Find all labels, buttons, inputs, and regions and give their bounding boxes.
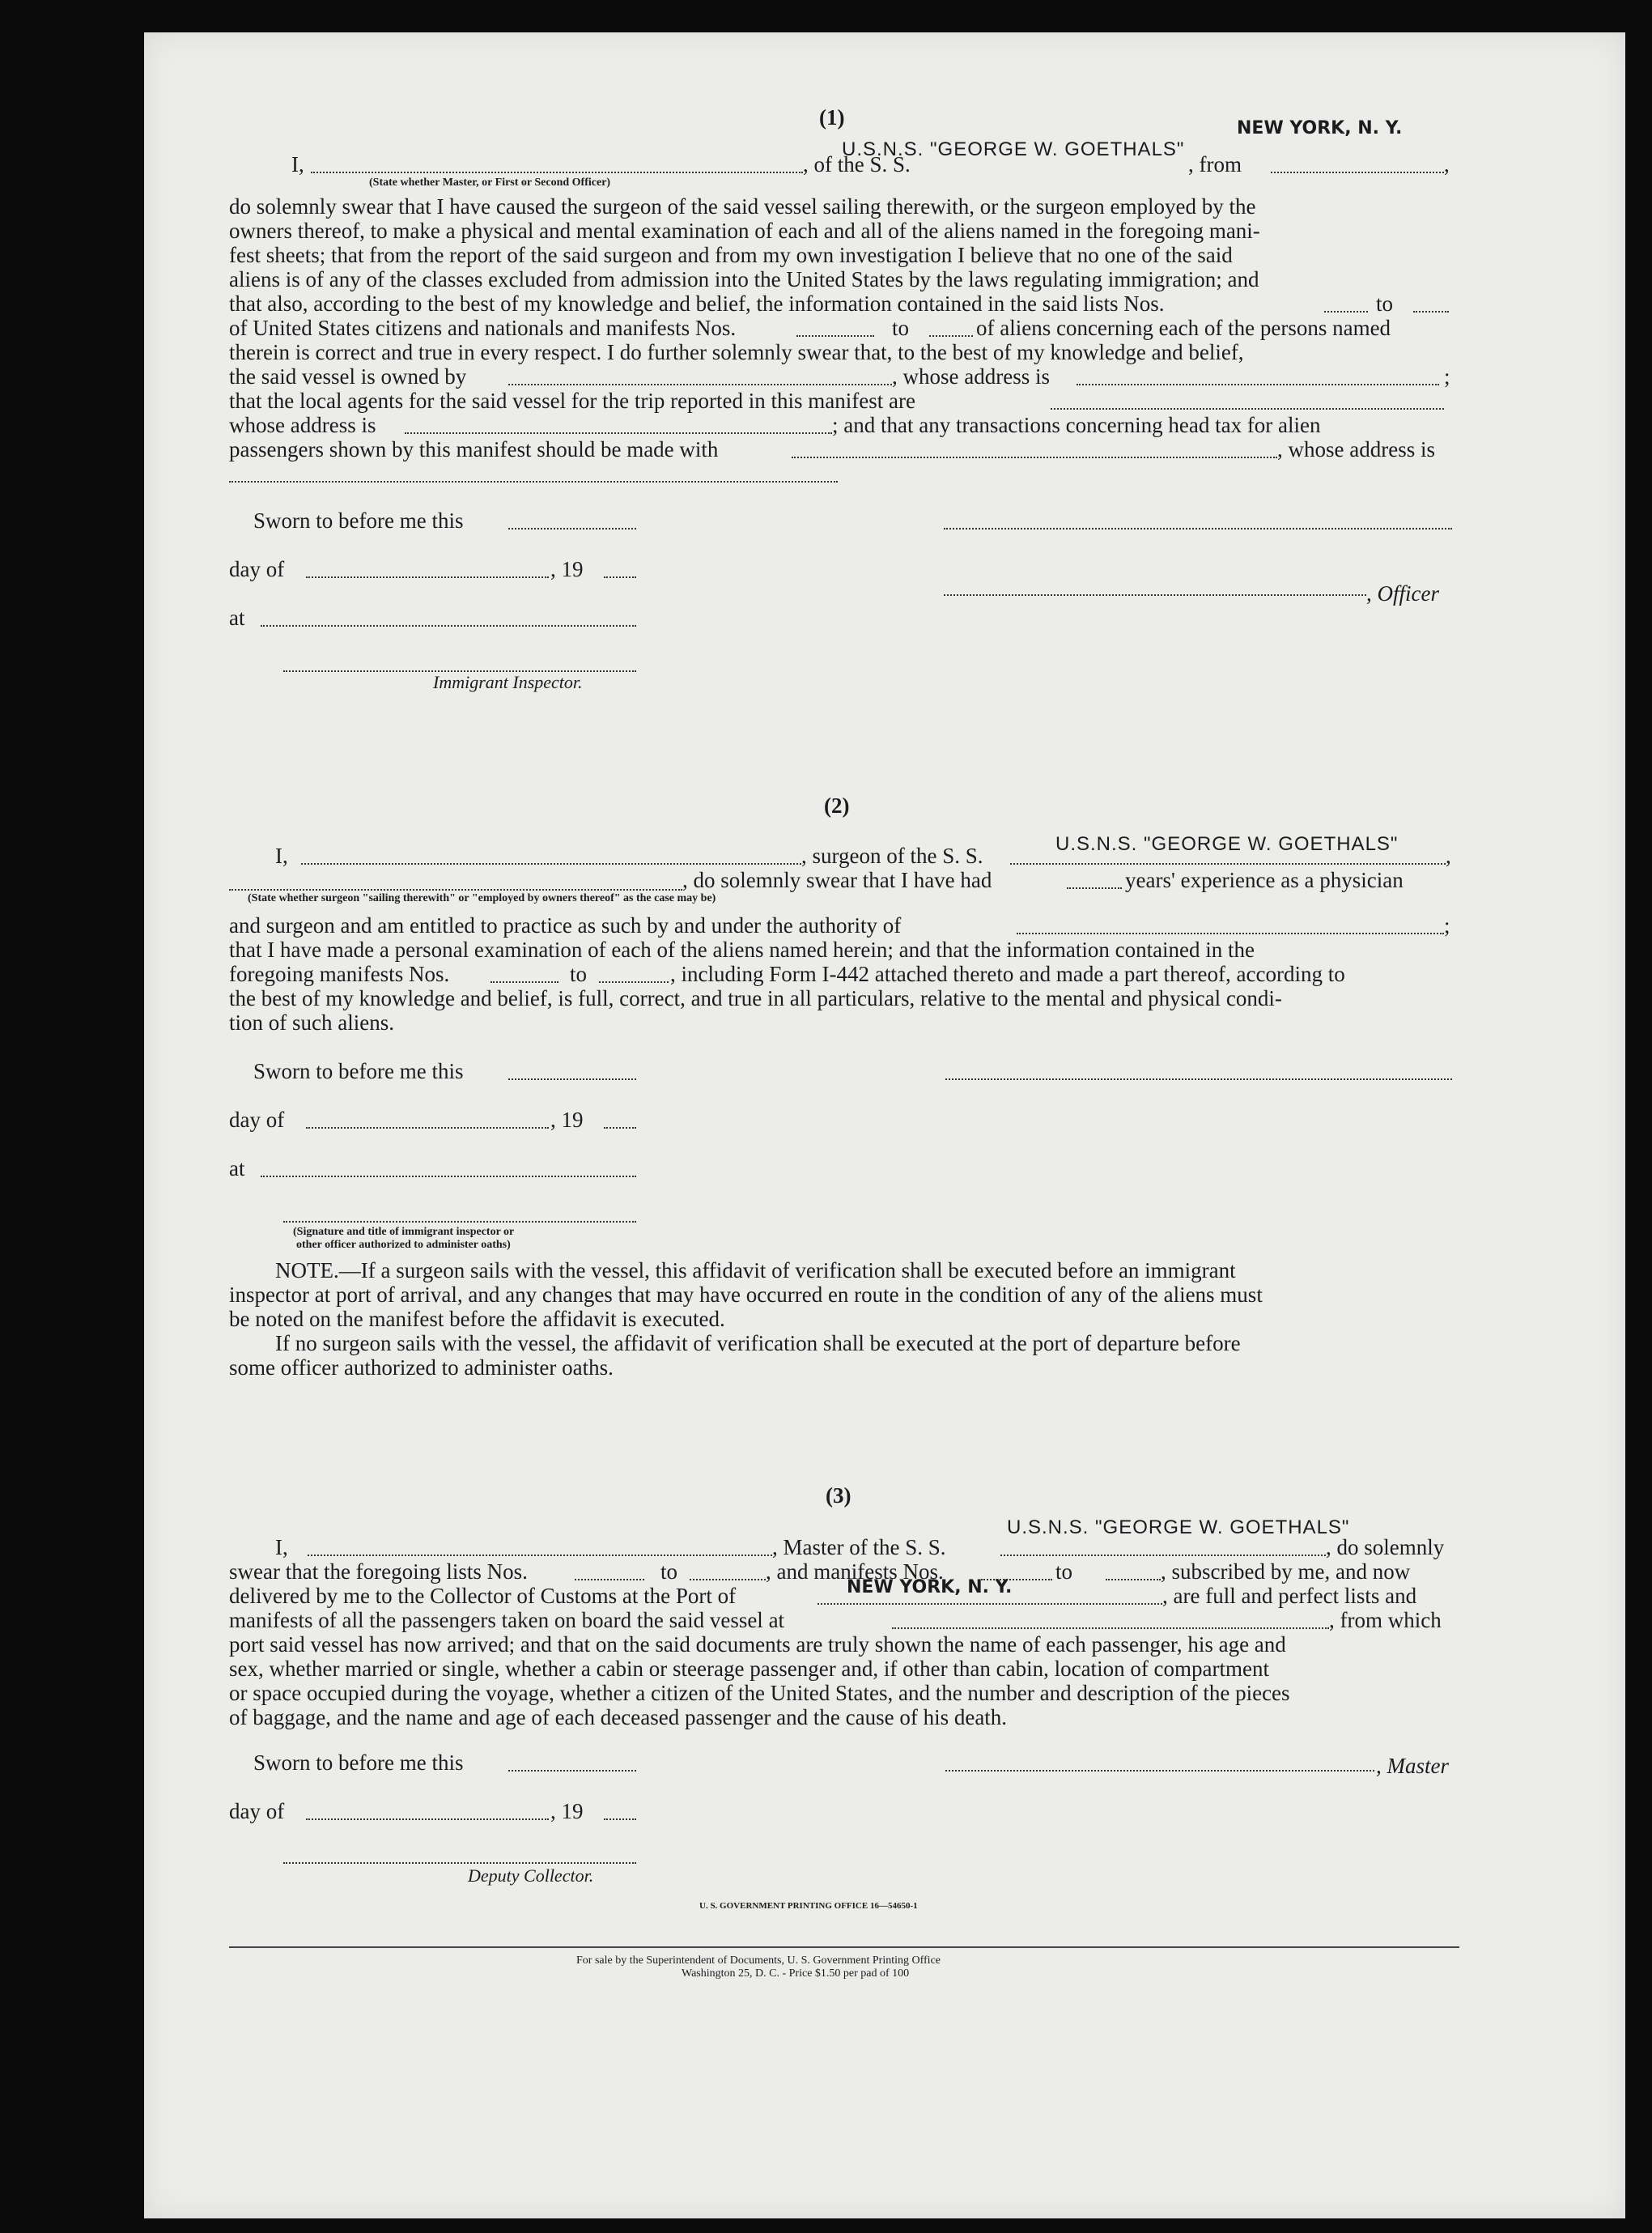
s1-sworn: Sworn to before me this (253, 508, 464, 533)
manifests-from-field[interactable] (796, 335, 874, 337)
s3-master-of: , Master of the S. S. (772, 1535, 946, 1559)
footer-line-2: Washington 25, D. C. - Price $1.50 per pad of 100 (682, 1967, 910, 1980)
s3-sworn-date-field[interactable] (508, 1770, 636, 1772)
s1-line1-i: I, (291, 152, 304, 177)
s1-sworn-date-field[interactable] (508, 528, 636, 530)
surgeon-status-field[interactable] (229, 889, 682, 891)
s1-para-line: therein is correct and true in every respect. I do further solemnly swear that, to the best of my knowledge and belief, (229, 340, 1244, 364)
s1-line1-from: , from (1188, 152, 1242, 177)
s3-sworn: Sworn to before me this (253, 1750, 464, 1775)
s1-para-line: do solemnly swear that I have caused the surgeon of the said vessel sailing therewith, or the surgeon employed by the (229, 194, 1256, 219)
local-agents-field[interactable] (1051, 408, 1444, 410)
s1-agent-address-label: whose address is (229, 413, 376, 437)
s3-para-line: or space occupied during the voyage, whether a citizen of the United States, and the number and description of the pieces (229, 1681, 1290, 1705)
sig-note-2: other officer authorized to administer oaths) (296, 1239, 511, 1251)
s2-form: , including Form I-442 attached thereto and made a part thereof, according to (670, 962, 1345, 986)
s2-manifest-to-field[interactable] (599, 981, 669, 983)
s3-full-lists: , are full and perfect lists and (1162, 1584, 1417, 1608)
surgeon-name-field[interactable] (301, 863, 801, 865)
gpo-imprint: U. S. GOVERNMENT PRINTING OFFICE 16—54650-1 (699, 1901, 918, 1911)
s3-year-field[interactable] (604, 1818, 636, 1820)
s1-month-field[interactable] (306, 576, 549, 578)
lists-from-field[interactable] (1324, 311, 1368, 313)
from-port-field[interactable] (1271, 172, 1444, 173)
section-3-number: (3) (826, 1483, 851, 1508)
owner-field[interactable] (508, 384, 892, 385)
lists-to-field[interactable] (1413, 311, 1449, 313)
vessel-name-3: U.S.N.S. "GEORGE W. GOETHALS" (1007, 1516, 1350, 1538)
s2-note-line: be noted on the manifest before the affidavit is executed. (229, 1307, 725, 1331)
s3-to-1: to (660, 1559, 678, 1584)
s2-to: to (570, 962, 588, 986)
s3-i: I, (275, 1535, 288, 1559)
s3-manifests: , and manifests Nos. (766, 1559, 944, 1584)
deputy-collector-label: Deputy Collector. (468, 1865, 594, 1886)
officer-name-field[interactable] (311, 172, 803, 173)
section-2-number: (2) (824, 793, 850, 818)
s1-para-line: fest sheets; that from the report of the said surgeon and from my own investigation I believe that no one of the said (229, 243, 1233, 267)
s1-local-agents: that the local agents for the said vessel for the trip reported in this manifest are (229, 389, 915, 413)
s3-port-stamp: NEW YORK, N. Y. (847, 1577, 1013, 1597)
s2-para-line: that I have made a personal examination of each of the aliens named herein; and that the information contained in the (229, 938, 1255, 962)
s2-semicolon: ; (1444, 913, 1450, 938)
s2-inspector-signature-field[interactable] (283, 1221, 636, 1223)
master-signature-field[interactable] (945, 1770, 1374, 1772)
s3-manifests-to-field[interactable] (1106, 1579, 1161, 1580)
s3-lists: swear that the foregoing lists Nos. (229, 1559, 528, 1584)
s1-whose-address-2: , whose address is (1277, 437, 1435, 461)
s3-taken-at: manifests of all the passengers taken on board the said vessel at (229, 1608, 785, 1632)
s3-month-field[interactable] (306, 1818, 549, 1820)
s1-para-line: of aliens concerning each of the persons named (976, 316, 1391, 340)
s2-note-line: NOTE.—If a surgeon sails with the vessel, this affidavit of verification shall be executed before an immigrant (275, 1258, 1236, 1282)
s3-lists-from-field[interactable] (575, 1579, 644, 1580)
surgeon-status-note: (State whether surgeon "sailing therewith" or "employed by owners thereof" as the case may be) (248, 892, 716, 904)
s3-to-2: to (1055, 1559, 1073, 1584)
officer-label: , Officer (1366, 581, 1439, 606)
section-1-number: (1) (819, 105, 845, 130)
s2-year-field[interactable] (604, 1127, 636, 1129)
s3-day-of: day of (229, 1799, 285, 1823)
s2-manifest-from-field[interactable] (491, 981, 558, 983)
s1-day-of: day of (229, 557, 285, 581)
immigrant-inspector-label: Immigrant Inspector. (433, 672, 583, 692)
years-experience-field[interactable] (1067, 887, 1122, 889)
s2-month-field[interactable] (306, 1127, 549, 1129)
s2-year: , 19 (550, 1108, 584, 1132)
master-name-field[interactable] (308, 1555, 772, 1556)
s3-delivered: delivered by me to the Collector of Customs at the Port of (229, 1584, 737, 1608)
port-stamp: NEW YORK, N. Y. (1237, 118, 1403, 138)
s2-note-line: If no surgeon sails with the vessel, the affidavit of verification shall be executed at the port of departure before (275, 1331, 1241, 1355)
s2-vessel-field[interactable] (1010, 863, 1446, 865)
authority-field[interactable] (1017, 933, 1444, 934)
s3-from-which: , from which (1329, 1608, 1442, 1632)
master-label: , Master (1376, 1754, 1449, 1778)
s1-line1-end: , (1444, 152, 1450, 177)
s2-place-field[interactable] (261, 1176, 636, 1177)
s2-note-line: inspector at port of arrival, and any changes that may have occurred en route in the condition of any of the aliens must (229, 1282, 1263, 1307)
vessel-name-2: U.S.N.S. "GEORGE W. GOETHALS" (1055, 833, 1399, 855)
s1-place-field[interactable] (261, 625, 636, 627)
s1-whose-address: , whose address is (892, 364, 1050, 389)
s3-year: , 19 (550, 1799, 584, 1823)
s3-port-field[interactable] (818, 1603, 1162, 1605)
s2-authority: and surgeon and am entitled to practice as such by and under the authority of (229, 913, 902, 938)
s1-owned-by: the said vessel is owned by (229, 364, 467, 389)
officer-title-field[interactable] (944, 594, 1366, 596)
s2-day-of: day of (229, 1108, 285, 1132)
s3-lists-to-field[interactable] (690, 1579, 766, 1580)
footer-line-1: For sale by the Superintendent of Documents, U. S. Government Printing Office (576, 1954, 941, 1967)
sig-note-1: (Signature and title of immigrant inspector or (293, 1226, 515, 1238)
s1-para-line: owners thereof, to make a physical and mental examination of each and all of the aliens named in the foregoing mani- (229, 219, 1260, 243)
s3-do-solemnly: , do solemnly (1326, 1535, 1445, 1559)
s2-do-solemnly: , do solemnly swear that I have had (682, 868, 992, 892)
s1-year-field[interactable] (604, 576, 636, 578)
owner-address-field[interactable] (1077, 384, 1439, 385)
s3-para-line: sex, whether married or single, whether a cabin or steerage passenger and, if other than cabin, location of compartment (229, 1657, 1270, 1681)
surgeon-signature-field[interactable] (945, 1078, 1452, 1080)
s3-subscribed: , subscribed by me, and now (1161, 1559, 1411, 1584)
s1-para-line: of United States citizens and nationals and manifests Nos. (229, 316, 737, 340)
head-tax-address-field[interactable] (229, 481, 838, 483)
agent-address-field[interactable] (405, 432, 832, 434)
s3-para-line: of baggage, and the name and age of each deceased passenger and the cause of his death. (229, 1705, 1008, 1729)
officer-rank-note: (State whether Master, or First or Second Officer) (369, 177, 611, 189)
s3-departure-field[interactable] (892, 1627, 1329, 1629)
head-tax-party-field[interactable] (792, 457, 1277, 458)
s3-para-line: port said vessel has now arrived; and that on the said documents are truly shown the name of each passenger, his age and (229, 1632, 1286, 1657)
footer-rule (229, 1946, 1459, 1948)
s1-head-tax: ; and that any transactions concerning head tax for alien (832, 413, 1321, 437)
s2-comma: , (1446, 844, 1451, 868)
s1-year: , 19 (550, 557, 584, 581)
vessel-name-1: U.S.N.S. "GEORGE W. GOETHALS" (842, 138, 1185, 160)
s1-para-line: aliens is of any of the classes excluded from admission into the United States by the laws regulating immigration; and (229, 267, 1259, 291)
s2-years: years' experience as a physician (1125, 868, 1404, 892)
s1-made-with: passengers shown by this manifest should be made with (229, 437, 719, 461)
s2-manifests: foregoing manifests Nos. (229, 962, 450, 986)
s3-vessel-field[interactable] (1000, 1555, 1326, 1556)
manifests-to-field[interactable] (929, 335, 973, 337)
s2-note-line: some officer authorized to administer oaths. (229, 1355, 614, 1380)
s1-to: to (892, 316, 910, 340)
s1-semicolon: ; (1444, 364, 1450, 389)
s1-para-line: that also, according to the best of my knowledge and belief, the information contained in the said lists Nos. (229, 291, 1165, 316)
s2-surgeon-of: , surgeon of the S. S. (801, 844, 983, 868)
officer-signature-field[interactable] (944, 528, 1452, 530)
s1-at: at (229, 606, 245, 630)
s2-sworn: Sworn to before me this (253, 1059, 464, 1083)
s2-para-line: tion of such aliens. (229, 1010, 394, 1035)
s2-sworn-date-field[interactable] (508, 1078, 636, 1080)
s1-line1-of-ss: , of the S. S. (803, 152, 911, 177)
s2-at: at (229, 1156, 245, 1180)
s2-i: I, (275, 844, 288, 868)
s1-to: to (1376, 291, 1394, 316)
s2-para-line: the best of my knowledge and belief, is full, correct, and true in all particulars, relative to the mental and physical condi- (229, 986, 1282, 1010)
